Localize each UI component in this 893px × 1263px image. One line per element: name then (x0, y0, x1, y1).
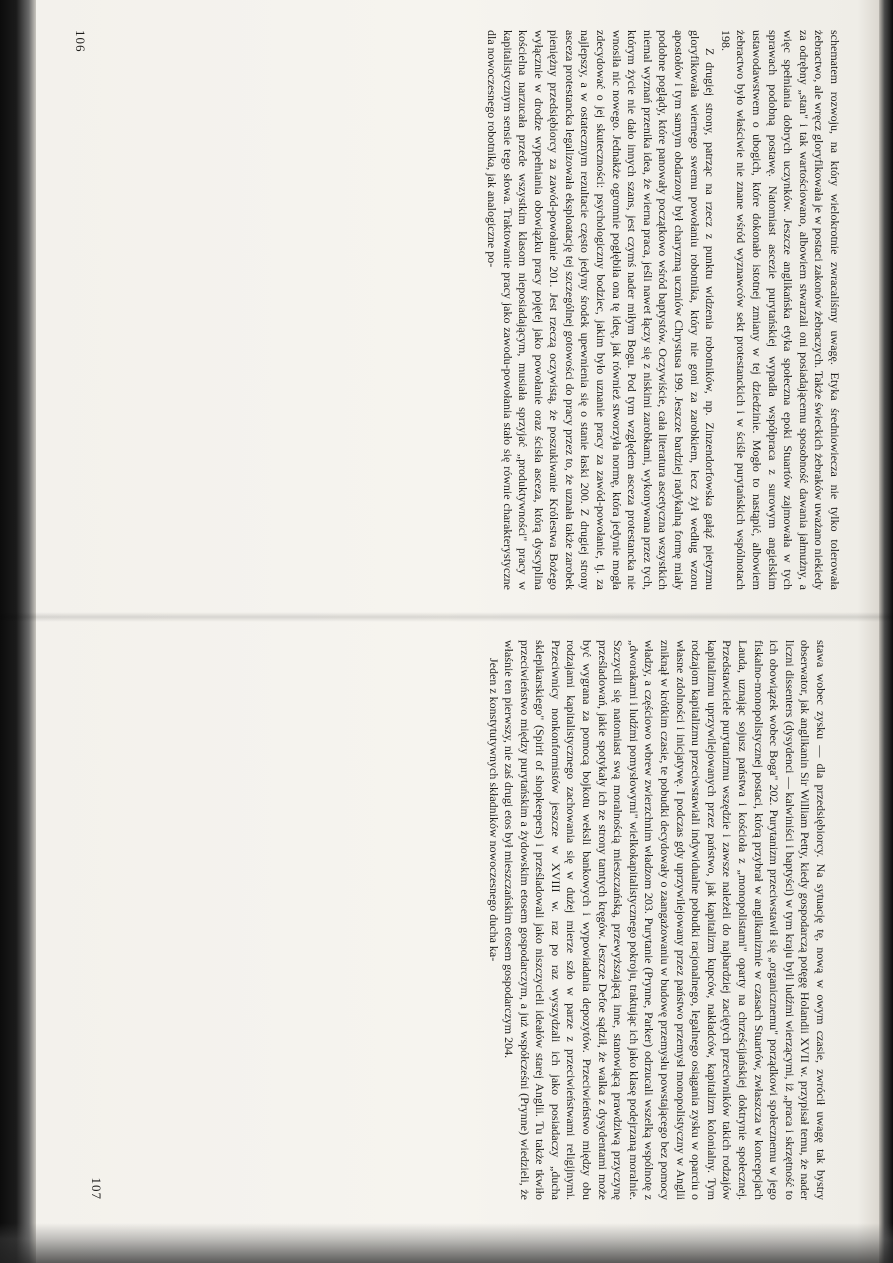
binding-shadow-right (879, 0, 893, 1263)
page-107-body (485, 640, 828, 1200)
paragraph: stawa wobec zysku — dla przedsiębiorcy. Na sytuację tę, nową w owym czasie, zwrócił uwagę tak bystry obserwator, jak anglikanin Sir William Petty, kiedy gospodarczą potęgę Holandii XVII w. przypisał temu, że nader liczni dissenters (dysydenci — kalwiniści i baptyści) w tym kraju byli ludźmi wierzącymi, iż „praca i skrzętność to ich obowiązek wobec Boga" 202. Purytanizm przeciwstawił się „organicznemu" porządkowi społecznemu w jego fiskalno-monopolistycznej postaci, którą przybrał w anglikanizmie w czasach Stuartów, zwłaszcza w koncepcjach Lauda, uznając sojusz państwa i kościoła z „monopolistami" oparty na chrześcijańskiej doktrynie społecznej. Przedstawiciele purytanizmu wszędzie i zawsze należeli do najbardziej zaciętych przeciwników takich rodzajów kapitalizmu uprzywilejowanych przez państwo, jak kapitalizm kupców, nakładców, kapitalizm kolonialny. Tym rodzajom kapitalizmu przeciwstawiali indywidualne pobudki racjonalnego, legalnego osiągania zysku w oparciu o własne zdolności i inicjatywę. I podczas gdy uprzywilejowany przez państwo przemysł monopolistyczny w Anglii zniknął w krótkim czasie, te pobudki decydowały o zaangażowaniu w budowę przemysłu powstającego bez pomocy władzy, a częściowo wbrew zwierzchnim władzom 203. Purytanie (Prynne, Parker) odrzucali wszelką wspólnotę z „dworakami i ludźmi pomysłowymi" wielkokapitalistycznego pokroju, traktując ich jako klasę podejrzaną moralnie. Szczycili się natomiast swą moralnością mieszczańską, przewyższającą inne, stanowiącą prawdziwą przyczynę prześladowań, jakie spotykały ich ze strony tamtych kręgów. Jeszcze Defoe sądził, że walka z dysydentami może być wygrana za pomocą bojkotu weksli bankowych i wypowiadania depozytów. Przeciwieństwo między obu rodzajami kapitalistycznego zachowania się w dużej mierze szło w parze z przeciwieństwami religijnymi. Przeciwnicy nonkonformistów jeszcze w XVIII w. raz po raz wyszydzali ich jako posiadaczy „ducha sklepikarskiego" (Spirit of shopkeepers) i prześladowali jako niszczycieli ideałów starej Anglii. Tu także tkwiło przeciwieństwo między purytańskim a żydowskim etosem gospodarczym, a już współcześni (Prynne) wiedzieli, że właśnie ten pierwszy, nie zaś drugi etos był mieszczańskim etosem gospodarczym 204. (502, 640, 828, 1200)
scan-bottom-shadow (0, 1223, 893, 1263)
page-gutter (0, 612, 893, 622)
binding-shadow-left (0, 0, 36, 1263)
page-106 (72, 30, 842, 590)
page-number: 106 (73, 30, 88, 53)
page-number: 107 (89, 1177, 104, 1200)
page-106-body (483, 30, 842, 590)
page-107 (88, 640, 828, 1200)
paragraph: schematem rozwoju, na który wielokrotnie zwracaliśmy uwagę. Etyka średniowiecza nie tylko tolerowała żebractwo, ale wręcz gloryfikowała je w postaci zakonów żebraczych. Także świeckich żebraków uważano niekiedy za odrębny „stan" i tak wartościowano, albowiem stwarzali oni posiadającemu sposobność dawania jałmużny, a więc spełniania dobrych uczynków. Jeszcze anglikańska etyka społeczna epoki Stuartów zajmowała w tych sprawach podobną postawę. Natomiast ascezie purytańskiej wypadła współpraca z surowym angielskim ustawodawstwem o ubogich, które dokonało istotnej zmiany w tej dziedzinie. Mogło to nastąpić, albowiem żebractwo było właściwie nie znane wśród wyznawców sekt protestanckich i w ściśle purytańskich wspólnotach 198. (718, 30, 842, 590)
paragraph: Jeden z konstytutywnych składników nowoczesnego ducha ka- (486, 658, 501, 962)
paragraph: Z drugiej strony, patrząc na rzecz z punktu widzenia robotników, np. Zinzendorfowska gałąź pietyzmu gloryfikowała wiernego swemu powołaniu robotnika, który nie goni za zarobkiem, lecz żył według wzoru apostołów i tym samym obdarzony był charyzmą uczniów Chrystusa 199. Jeszcze bardziej radykalną formę miały podobne poglądy, które panowały początkowo wśród baptystów. Oczywiście, cała literatura ascetyczna wszystkich niemal wyznań przenika idea, że wierna praca, jeśli nawet łączy się z niskimi zarobkami, wykonywana przez tych, którym życie nie dało innych szans, jest czymś nader miłym Bogu. Pod tym względem asceza protestancka nie wnosiła nic nowego. Jednakże ogromnie pogłębiła ona tę ideę, jak również stworzyła normę, która jedynie mogła zdecydować o jej skuteczności: psychologiczny bodziec, jakim było uznanie pracy za zawód-powołanie, tj. za najlepszy, a w ostatecznym rezultacie często jedyny środek upewnienia się o stanie łaski 200. Z drugiej strony asceza protestancka legalizowała eksploatację tej szczególnej gotowości do pracy przez to, że uznała także zarobek pieniężny przedsiębiorcy za zawód-powołanie 201. Jest rzeczą oczywistą, że poszukiwanie Królestwa Bożego wyłącznie w drodze wypełniania obowiązku pracy pojętej jako powołanie oraz ścisła asceza, którą dyscyplina kościelna narzucała przede wszystkim klasom nieposiadającym, musiała sprzyjać „produktywności" pracy w kapitalistycznym sensie tego słowa. Traktowanie pracy jako zawodu-powołania stało się równie charakterystyczne dla nowoczesnego robotnika, jak analogiczne po- (484, 30, 718, 590)
